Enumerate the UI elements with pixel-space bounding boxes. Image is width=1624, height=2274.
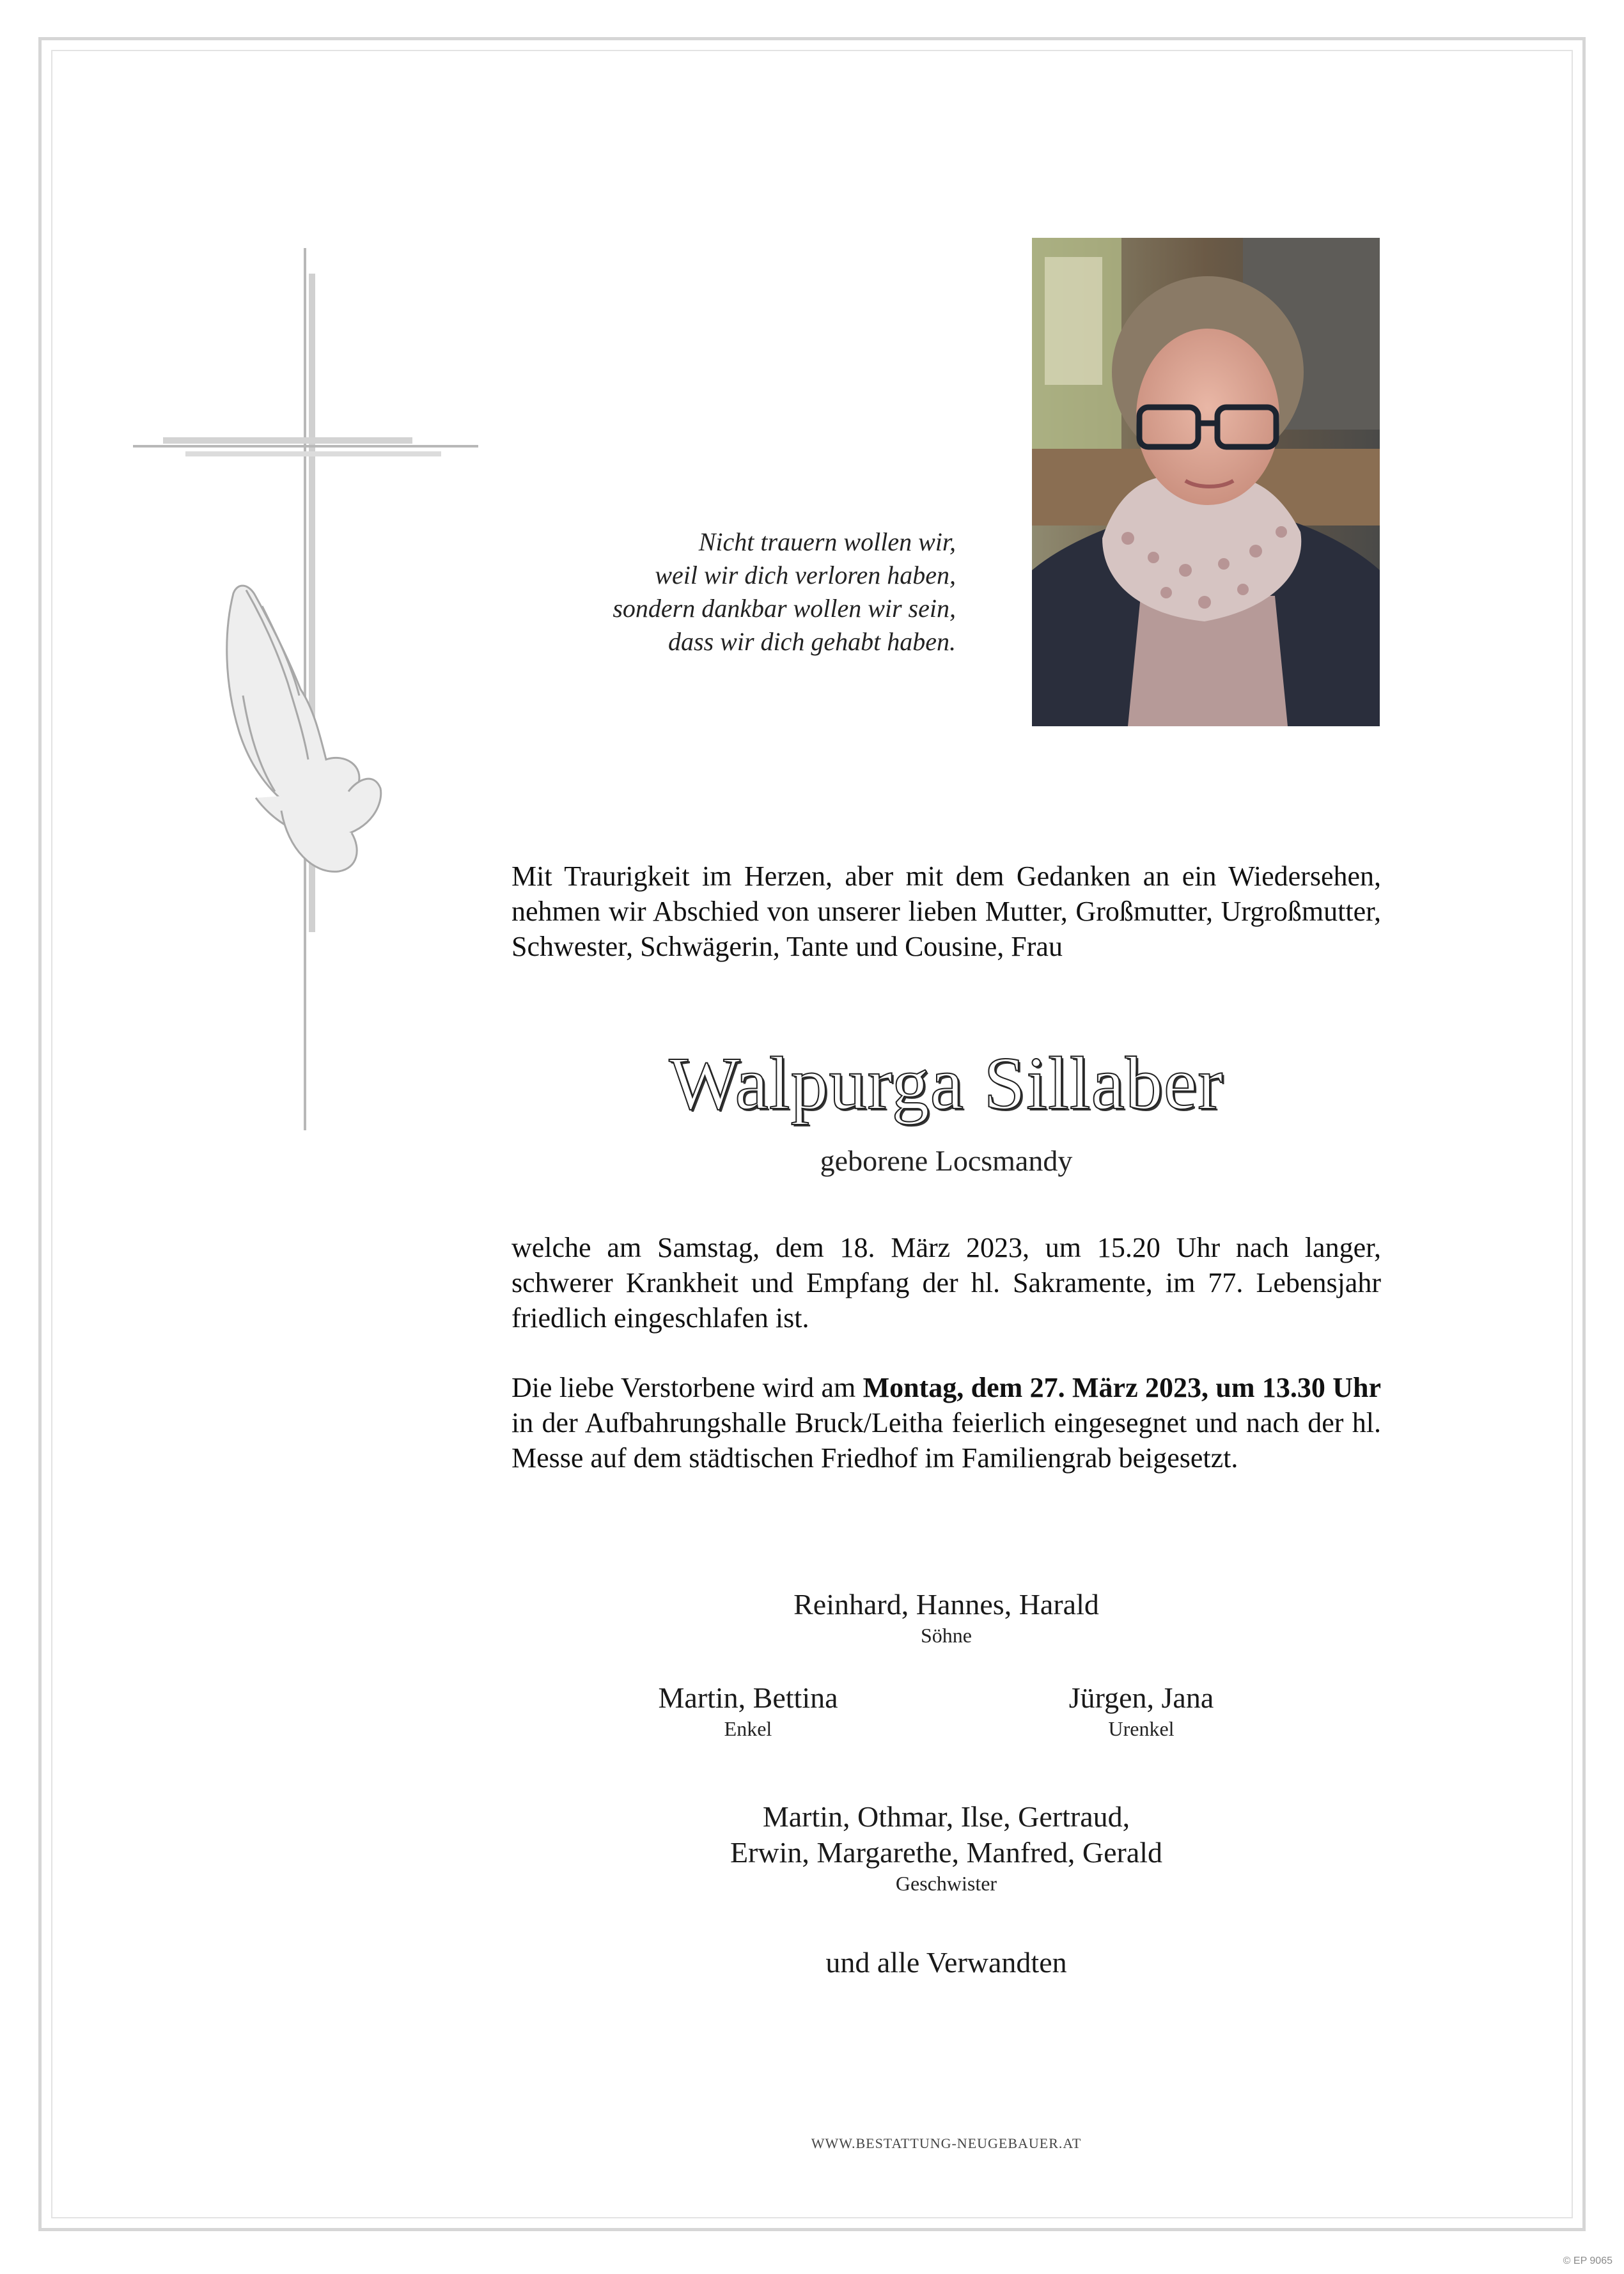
birth-name: geborene Locsmandy (820, 1144, 1073, 1177)
quote-line: weil wir dich verloren haben, (655, 561, 956, 589)
footer-url: WWW.BESTATTUNG-NEUGEBAUER.AT (811, 2135, 1082, 2151)
siblings-names-line1: Martin, Othmar, Ilse, Gertraud, (762, 1800, 1130, 1833)
quote-line: sondern dankbar wollen wir sein, (613, 594, 956, 623)
deceased-name: Walpurga Sillaber (669, 1041, 1224, 1125)
family-sons (639, 1587, 1253, 1648)
great-grandchildren-role: Urenkel (1108, 1717, 1175, 1740)
relatives-text: und alle Verwandten (825, 1946, 1067, 1979)
great-grandchildren-names: Jürgen, Jana (1068, 1681, 1214, 1714)
family-relatives (639, 1945, 1253, 1981)
family-grandchildren (556, 1680, 940, 1741)
quote-line: Nicht trauern wollen wir, (698, 527, 956, 556)
family-great-grandchildren (949, 1680, 1333, 1741)
death-paragraph: welche am Samstag, dem 18. März 2023, um 15.20 Uhr nach langer, schwerer Krankheit und Empfang der hl. Sakramente, im 77. Lebensjahr friedlich eingeschlafen ist. (511, 1232, 1381, 1334)
funeral-paragraph (511, 1370, 1381, 1476)
portrait-photo (1032, 238, 1380, 726)
siblings-role: Geschwister (895, 1872, 997, 1895)
sons-names: Reinhard, Hannes, Harald (793, 1588, 1099, 1621)
funeral-text-2: in der Aufbahrungshalle Bruck/Leitha feierlich eingesegnet und nach der hl. Messe auf dem städtischen Friedhof im Familiengrab beigesetzt. (511, 1407, 1381, 1474)
funeral-text-1: Die liebe Verstorbene wird am (511, 1372, 863, 1403)
grandchildren-role: Enkel (724, 1717, 772, 1740)
sons-role: Söhne (921, 1624, 972, 1647)
quote-line: dass wir dich gehabt haben. (668, 627, 956, 656)
family-siblings (639, 1799, 1253, 1896)
intro-paragraph: Mit Traurigkeit im Herzen, aber mit dem Gedanken an ein Wiedersehen, nehmen wir Abschied von unserer lieben Mutter, Großmutter, Urgroßmutter, Schwester, Schwägerin, Tante und Cousine, Frau (511, 861, 1381, 962)
siblings-names-line2: Erwin, Margarethe, Manfred, Gerald (730, 1836, 1163, 1869)
cross-icon (128, 248, 486, 1130)
quote (380, 526, 956, 658)
grandchildren-names: Martin, Bettina (658, 1681, 838, 1714)
funeral-date: Montag, dem 27. März 2023, um 13.30 Uhr (863, 1372, 1381, 1403)
product-code: © EP 9065 (1563, 2255, 1612, 2266)
